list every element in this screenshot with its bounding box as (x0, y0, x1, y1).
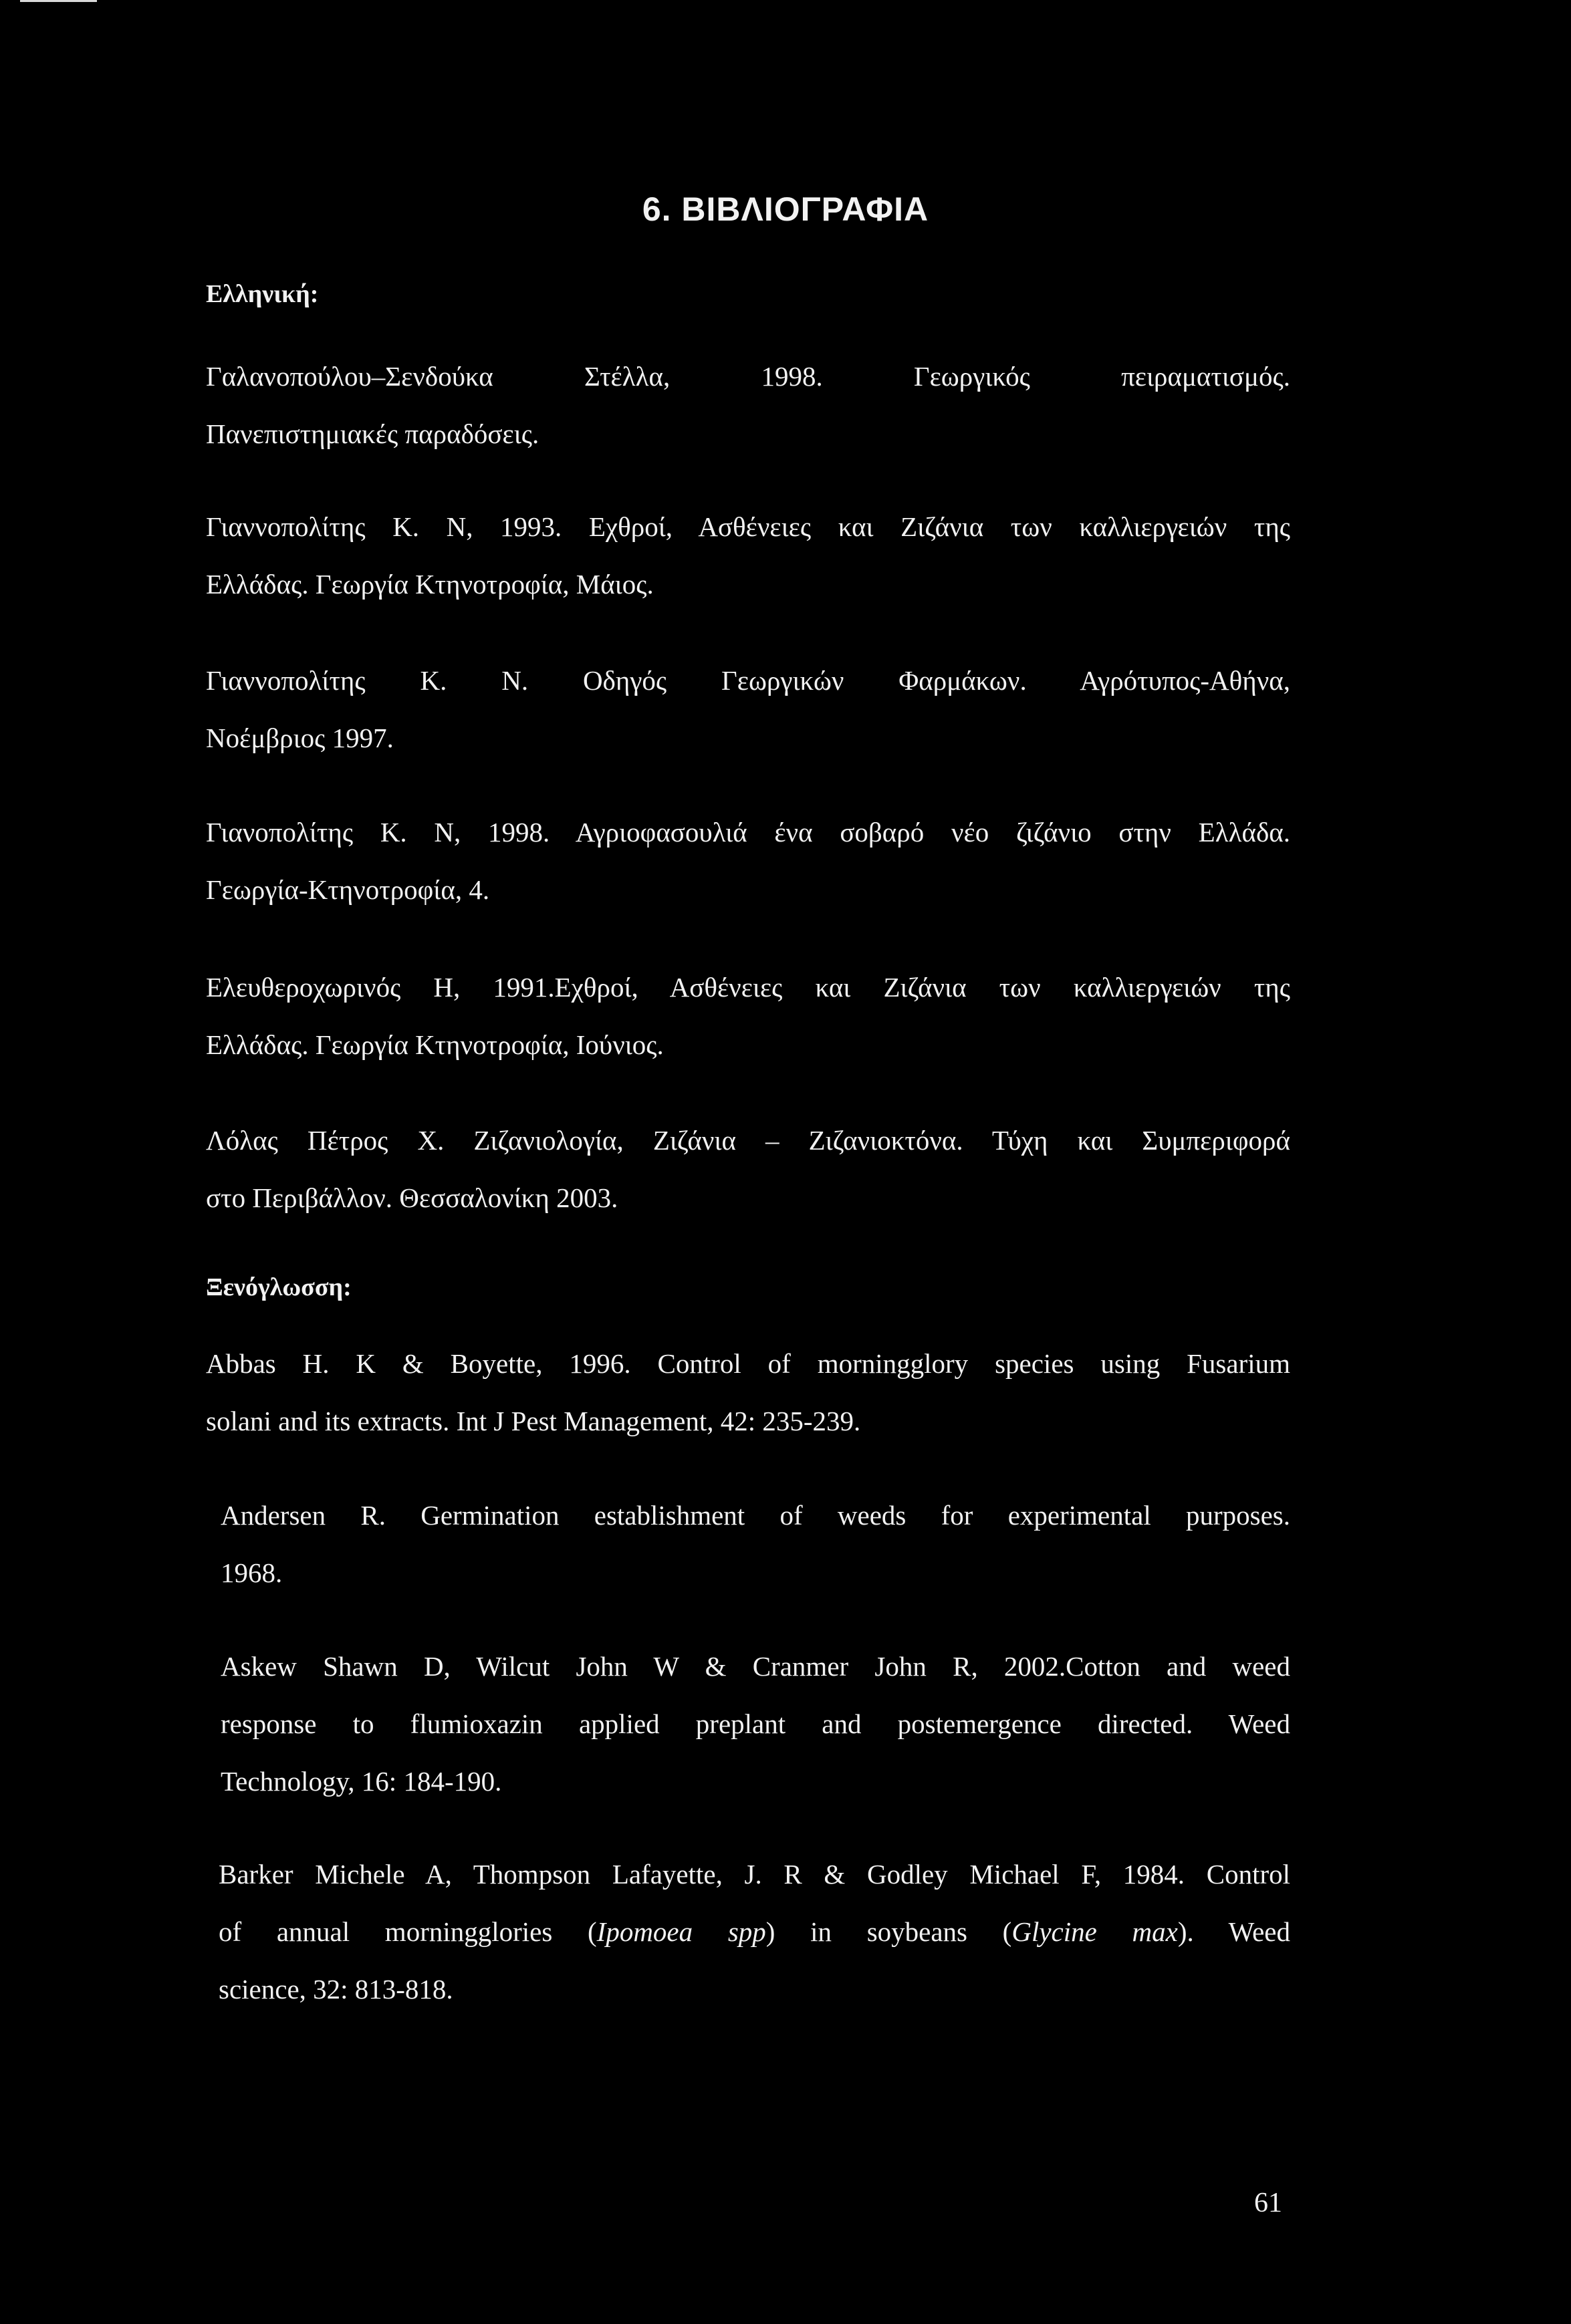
reference-line: Barker Michele A, Thompson Lafayette, J. R & Godley Michael F, 1984. Control (219, 1859, 1290, 1890)
reference-text: ). Weed (1177, 1916, 1290, 1947)
reference-line: Γαλανοπούλου–Σενδούκα Στέλλα, 1998. Γεωργικός πειραματισμός. (206, 361, 1290, 392)
reference-line: στο Περιβάλλον. Θεσσαλονίκη 2003. (206, 1182, 618, 1213)
reference-line: Γεωργία-Κτηνοτροφία, 4. (206, 874, 490, 905)
reference-entry (206, 652, 1290, 767)
foreign-section-label: Ξενόγλωσση: (206, 1273, 352, 1301)
reference-text: ) in soybeans ( (765, 1916, 1012, 1947)
reference-entry (221, 1638, 1290, 1810)
reference-line: Ελλάδας. Γεωργία Κτηνοτροφία, Ιούνιος. (206, 1029, 664, 1060)
reference-line: Andersen R. Germination establishment of weeds for experimental purposes. (221, 1500, 1290, 1531)
page-number: 61 (1254, 2188, 1282, 2218)
reference-line: Ελλάδας. Γεωργία Κτηνοτροφία, Μάιος. (206, 569, 654, 600)
species-name: Glycine max (1011, 1916, 1178, 1947)
reference-line: response to flumioxazin applied preplant and postemergence directed. Weed (221, 1708, 1290, 1739)
reference-entry (206, 1335, 1290, 1450)
reference-entry (206, 348, 1290, 463)
reference-line: solani and its extracts. Int J Pest Management, 42: 235-239. (206, 1406, 861, 1436)
reference-line (219, 1903, 1290, 1960)
reference-line: Abbas H. K & Boyette, 1996. Control of morningglory species using Fusarium (206, 1348, 1290, 1379)
greek-section-label: Ελληνική: (206, 280, 319, 308)
reference-entry (221, 1487, 1290, 1601)
reference-text: of annual morningglories ( (219, 1916, 597, 1947)
reference-line: 1968. (221, 1557, 283, 1588)
reference-line: Γιαννοπολίτης Κ. Ν. Οδηγός Γεωργικών Φαρμάκων. Αγρότυπος-Αθήνα, (206, 665, 1290, 696)
reference-line: Technology, 16: 184-190. (221, 1766, 502, 1797)
reference-line: Γιαννοπολίτης Κ. Ν, 1993. Εχθροί, Ασθένειες και Ζιζάνια των καλλιεργειών της (206, 511, 1290, 542)
reference-entry (206, 803, 1290, 918)
reference-line: Πανεπιστημιακές παραδόσεις. (206, 418, 539, 449)
reference-line: Νοέμβριος 1997. (206, 723, 394, 753)
reference-line: Askew Shawn D, Wilcut John W & Cranmer John R, 2002.Cotton and weed (221, 1651, 1290, 1682)
reference-line: Γιανοπολίτης Κ. Ν, 1998. Αγριοφασουλιά ένα σοβαρό νέο ζιζάνιο στην Ελλάδα. (206, 817, 1290, 848)
reference-line: Λόλας Πέτρος Χ. Ζιζανιολογία, Ζιζάνια – Ζιζανιοκτόνα. Τύχη και Συμπεριφορά (206, 1125, 1290, 1156)
reference-line: science, 32: 813-818. (219, 1974, 453, 2005)
reference-entry (206, 958, 1290, 1073)
page-title: 6. ΒΙΒΛΙΟΓΡΑΦΙΑ (642, 190, 929, 228)
reference-entry (219, 1845, 1290, 2018)
scan-edge-mark (20, 0, 97, 2)
reference-entry (206, 498, 1290, 613)
reference-entry (206, 1112, 1290, 1226)
reference-line: Ελευθεροχωρινός Η, 1991.Εχθροί, Ασθένειες και Ζιζάνια των καλλιεργειών της (206, 972, 1290, 1003)
species-name: Ipomoea spp (596, 1916, 766, 1947)
